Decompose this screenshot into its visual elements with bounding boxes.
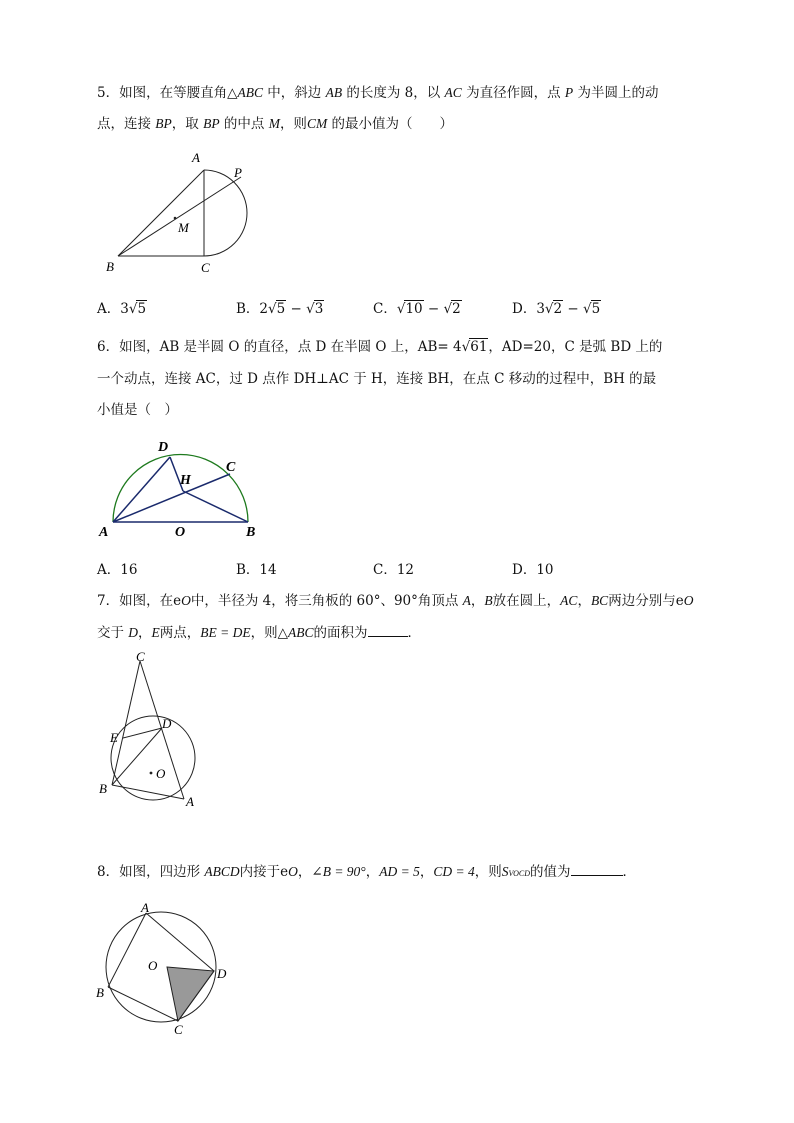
q7-label-d: D — [162, 716, 172, 731]
q8-label-d: D — [217, 966, 227, 981]
q6-label-d: D — [158, 440, 169, 455]
q6-option-d[interactable]: D．10 — [512, 562, 554, 578]
q7-label-e: E — [110, 730, 118, 745]
q5-line-2: 点，连接 BP，取 BP 的中点 M，则CM 的最小值为（ ） — [97, 116, 453, 132]
q5-option-d[interactable]: D．3√2 − √5 — [512, 301, 601, 317]
q6-label-a: A — [99, 525, 109, 540]
q7-line-1: 7．如图，在eO中，半径为 4，将三角板的 60°、90°角顶点 A，B放在圆上，AC，BC两边分别与eO — [97, 593, 694, 609]
q8-label-a: A — [141, 900, 149, 915]
q7-label-o: O — [156, 766, 166, 781]
q6-option-c[interactable]: C．12 — [373, 562, 415, 578]
q8-label-o: O — [148, 958, 158, 973]
q6-label-c: C — [226, 460, 236, 475]
q5-label-c: C — [201, 260, 210, 275]
q5-option-b[interactable]: B．2√5 − √3 — [236, 301, 324, 317]
q8-line-1: 8．如图，四边形 ABCD内接于eO，∠B = 90°，AD = 5，CD = 4，则SVOCD的值为 ． — [97, 864, 636, 880]
q6-label-o: O — [175, 525, 186, 540]
q6-option-a[interactable]: A．16 — [97, 562, 138, 578]
q6-line-2: 一个动点，连接 AC，过 D 点作 DH⊥AC 于 H，连接 BH，在点 C 移动的过程中，BH 的最 — [97, 371, 657, 387]
q7-label-b: B — [99, 781, 107, 796]
q6-label-h: H — [180, 473, 191, 488]
q7-line-2: 交于 D，E两点，BE = DE，则△ABC的面积为 ． — [97, 625, 422, 641]
q6-option-b[interactable]: B．14 — [236, 562, 277, 578]
q6-line-3: 小值是（ ） — [97, 402, 178, 418]
q8-label-c: C — [174, 1022, 183, 1037]
q7-label-c: C — [136, 649, 145, 664]
q5-label-a: A — [192, 150, 200, 165]
q5-label-m: M — [178, 220, 189, 235]
q7-label-a: A — [186, 794, 194, 809]
q6-line-1: 6．如图，AB 是半圆 O 的直径，点 D 在半圆 O 上，AB= 4√61，AD=20，C 是弧 BD 上的 — [97, 339, 663, 355]
q5-label-p: P — [234, 165, 242, 180]
q8-label-b: B — [96, 985, 104, 1000]
q6-label-b: B — [246, 525, 256, 540]
q5-label-b: B — [106, 259, 114, 274]
q5-option-c[interactable]: C．√10 − √2 — [373, 301, 461, 317]
q5-option-a[interactable]: A．3√5 — [97, 301, 147, 317]
q5-line-1: 5．如图，在等腰直角△ABC 中，斜边 AB 的长度为 8，以 AC 为直径作圆，点 P 为半圆上的动 — [97, 85, 659, 101]
